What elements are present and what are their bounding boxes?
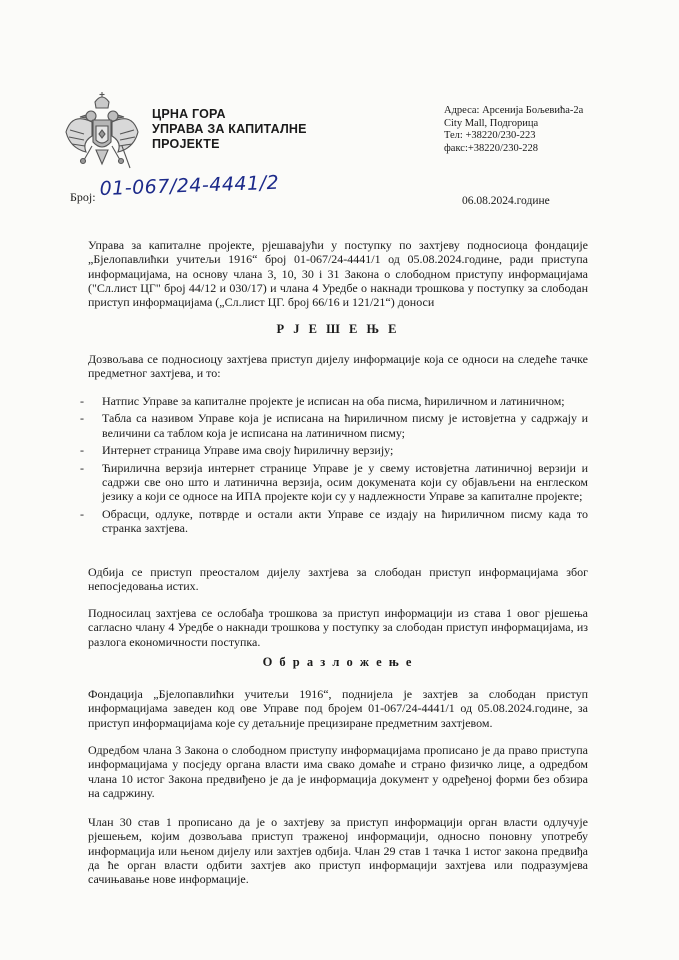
list-item: - Ћирилична верзија интернет странице Управе је у свему истовјетна латиничној верзији и садржи све оно што и латинична верзија, осим докумената који су објављени на енглеском језику а који се односе на ИПА пројекте који су у надлежности Управе за капиталне пројекте;: [80, 461, 588, 504]
address-line: Адреса: Арсенија Бољевића-2а: [444, 105, 584, 116]
phone-line: Тел: +38220/230-223: [444, 130, 536, 141]
costs-paragraph: Подносилац захтјева се ослобађа трошкова за приступ информацији из става 1 овог рјешења сагласно члану 4 Уредбе о накнади трошкова у поступку за слободан приступ информацијама, из разлога економичности поступка.: [88, 606, 588, 649]
grant-paragraph: Дозвољава се подносиоцу захтјева приступ дијелу информације која се односи на следеће тачке предметног захтјева, и то:: [88, 352, 588, 381]
handwritten-number: 01-067/24-4441/2: [99, 171, 280, 200]
org-line: ПРОЈЕКТЕ: [152, 137, 220, 151]
coat-of-arms-icon: [62, 90, 142, 178]
org-line: ЦРНА ГОРА: [152, 107, 226, 121]
refuse-paragraph: Одбија се приступ преосталом дијелу захтјева за слободан приступ информацијама због непосједовања истих.: [88, 565, 588, 594]
decision-title: Р Ј Е Ш Е Њ Е: [276, 322, 400, 336]
list-item: - Интернет страница Управе има своју ћириличну верзију;: [80, 443, 588, 457]
list-item: - Обрасци, одлуке, потврде и остали акти Управе се издају на ћириличном писму када то странка захтјева.: [80, 507, 588, 536]
reasoning-title: О б р а з л о ж е њ е: [262, 655, 414, 669]
granted-items-list: [80, 394, 588, 539]
reasoning-paragraph-1: Фондација „Бјелопавлићки учитељи 1916“, поднијела је захтјев за слободан приступ информацијама заведен код ове Управе под бројем 01-067/24-4441/1 од 05.08.2024.године, за приступ информацијама које су детаљније прецизиране предметним захтјевом.: [88, 687, 588, 730]
document-date: 06.08.2024.године: [462, 195, 550, 207]
org-line: УПРАВА ЗА КАПИТАЛНЕ: [152, 122, 307, 136]
reasoning-paragraph-2: Одредбом члана 3 Закона о слободном приступу информацијама прописано је да право приступа информацијама у посједу органа власти има свако домаће и страно физичко лице, а одредбом члана 10 истог Закона предвиђено је да је информација документ у одређеној форми без обзира на садржину.: [88, 743, 588, 800]
fax-line: факс:+38220/230-228: [444, 142, 538, 154]
reasoning-paragraph-3: Члан 30 став 1 прописано да је о захтјеву за приступ информацији орган власти одлучује рјешењем, којим дозвољава приступ траженој информацији, односно поновну употребу информација или њеном дијелу или захтјев одбија. Члан 29 став 1 тачка 1 истог закона предвиђа да ће орган власти одбити захтјев ако приступ информацији захтјева или подразумјева сачињавање нове информације.: [88, 815, 588, 887]
address-line: City Mall, Подгорица: [444, 117, 539, 129]
number-label: Број:: [70, 190, 96, 204]
list-item: - Табла са називом Управе која је исписана на ћириличном писму је истовјетна у садржају и величини са таблом која је исписана на латиничном писму;: [80, 411, 588, 440]
intro-paragraph: Управа за капиталне пројекте, рјешавајући у поступку по захтјеву подносиоца фондације „Бјелопавлићки учитељи 1916“ број 01-067/24-4441/1 од 05.08.2024.године, ради приступа информацијама, на основу члана 3, 10, 30 i 31 Закона о слободном приступу информацијама ("Сл.лист ЦГ" број 44/12 и 030/17) и члана 4 Уредбе о накнади трошкова у поступку за слободан приступ информацијама („Сл.лист ЦГ. број 66/16 и 121/21“) доноси: [88, 238, 588, 310]
address-block: [444, 105, 583, 155]
organization-name: [152, 107, 307, 152]
list-item: - Натпис Управе за капиталне пројекте је исписан на оба писма, ћириличном и латиничном;: [80, 394, 588, 408]
